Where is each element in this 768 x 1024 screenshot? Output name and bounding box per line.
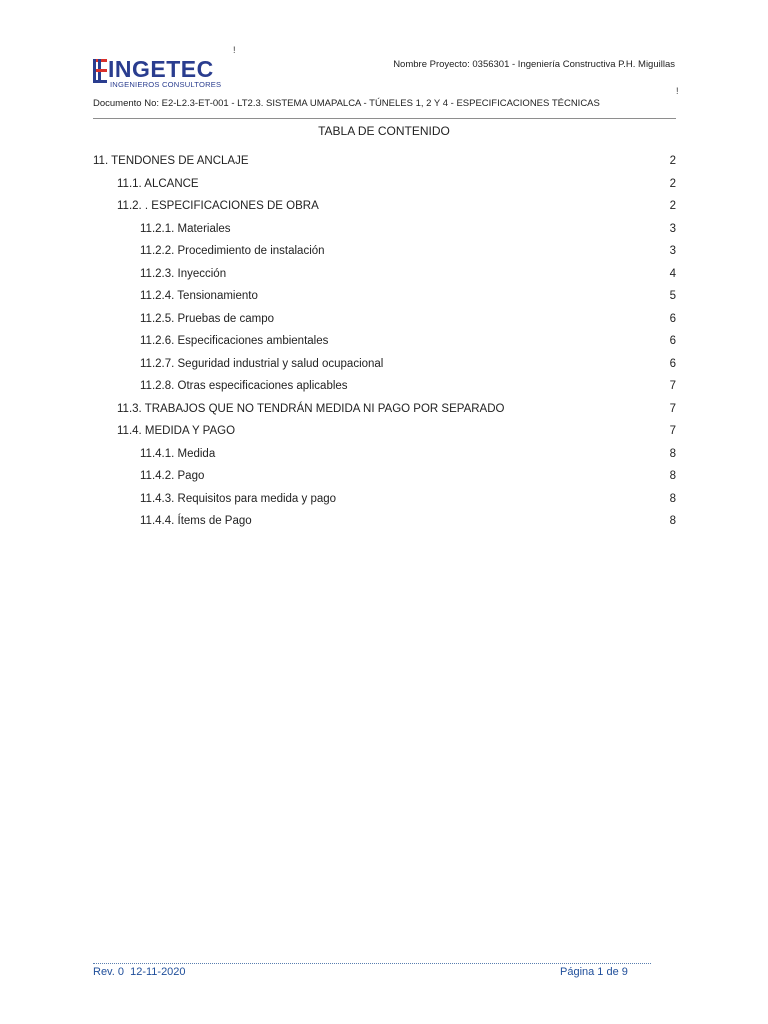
toc-entry-title: 11.2. . ESPECIFICACIONES DE OBRA: [117, 200, 319, 212]
toc-title: TABLA DE CONTENIDO: [318, 124, 450, 138]
toc-entry[interactable]: [140, 313, 676, 333]
toc-entry-title: 11.2.5. Pruebas de campo: [140, 312, 275, 325]
toc-entry-page: 2: [669, 177, 676, 190]
ingetec-logo-mark: [92, 58, 108, 84]
toc-entry-page: 2: [669, 200, 676, 212]
toc-entry-page: 8: [669, 492, 676, 505]
toc-entry-title: 11.3. TRABAJOS QUE NO TENDRÁN MEDIDA NI PAGO POR SEPARADO: [117, 402, 505, 415]
toc-entry[interactable]: [140, 268, 676, 288]
toc-entry[interactable]: [140, 380, 676, 400]
toc-entry-page: 5: [669, 290, 676, 302]
toc-entry-title: 11.4. MEDIDA Y PAGO: [117, 425, 236, 437]
logo-subtitle: INGENIEROS CONSULTORES: [110, 80, 222, 89]
toc-entry[interactable]: [140, 493, 676, 513]
toc-entry[interactable]: [140, 470, 676, 490]
footer-divider: [93, 963, 651, 964]
toc-entry[interactable]: [140, 245, 676, 265]
toc-entry-page: 7: [669, 402, 676, 415]
toc-entry-page: 2: [669, 155, 676, 167]
toc-entry-page: 8: [669, 515, 676, 527]
toc-entry[interactable]: [140, 448, 676, 468]
toc-entry[interactable]: [117, 200, 676, 220]
toc-entry-page: 7: [669, 380, 676, 392]
toc-entry-title: 11.2.1. Materiales: [140, 222, 231, 235]
project-name: Nombre Proyecto: 0356301 - Ingeniería Constructiva P.H. Miguillas: [393, 59, 675, 70]
toc-entry[interactable]: [117, 178, 676, 198]
toc-entry-page: 6: [669, 335, 676, 347]
toc-entry[interactable]: [140, 335, 676, 355]
toc-entry-title: 11.1. ALCANCE: [117, 177, 199, 190]
toc-entry-title: 11.2.4. Tensionamiento: [140, 290, 258, 302]
header-mark-right: !: [676, 86, 679, 96]
revision-date: Rev. 0 12-11-2020: [93, 966, 186, 978]
toc-entry-page: 6: [669, 357, 676, 370]
toc-entry-title: 11.4.4. Ítems de Pago: [140, 515, 252, 527]
toc-entry-title: 11. TENDONES DE ANCLAJE: [93, 155, 249, 167]
toc-entry-page: 8: [669, 447, 676, 460]
document-number: Documento No: E2-L2.3-ET-001 - LT2.3. SISTEMA UMAPALCA - TÚNELES 1, 2 Y 4 - ESPECIFICACIONES TÉCNICAS: [93, 98, 600, 109]
toc-entry[interactable]: [140, 358, 676, 378]
toc-entry[interactable]: [117, 403, 676, 423]
toc-entry-page: 6: [669, 312, 676, 325]
toc-entry[interactable]: [117, 425, 676, 445]
toc-entry-title: 11.4.2. Pago: [140, 470, 205, 482]
toc-entry[interactable]: [140, 515, 676, 535]
toc-entry-title: 11.2.2. Procedimiento de instalación: [140, 245, 325, 257]
toc-entry-page: 8: [669, 470, 676, 482]
toc-entry-title: 11.4.1. Medida: [140, 447, 216, 460]
toc-entry-title: 11.2.8. Otras especificaciones aplicables: [140, 380, 348, 392]
toc-entry[interactable]: [140, 223, 676, 243]
toc-entry-title: 11.2.3. Inyección: [140, 267, 227, 280]
logo-name: INGETEC: [108, 56, 214, 82]
company-logo: [92, 56, 232, 100]
toc-entry[interactable]: [93, 155, 676, 175]
page-number: Página 1 de 9: [560, 966, 628, 978]
toc-entry-page: 4: [669, 267, 676, 280]
header-divider: [93, 118, 676, 119]
toc-entry-page: 3: [669, 245, 676, 257]
toc-entry-page: 3: [669, 222, 676, 235]
header-mark: !: [233, 45, 236, 55]
toc-entry-title: 11.2.7. Seguridad industrial y salud ocupacional: [140, 357, 384, 370]
toc-entry[interactable]: [140, 290, 676, 310]
toc-entry-title: 11.4.3. Requisitos para medida y pago: [140, 492, 337, 505]
toc-entry-page: 7: [669, 425, 676, 437]
toc-entry-title: 11.2.6. Especificaciones ambientales: [140, 335, 329, 347]
